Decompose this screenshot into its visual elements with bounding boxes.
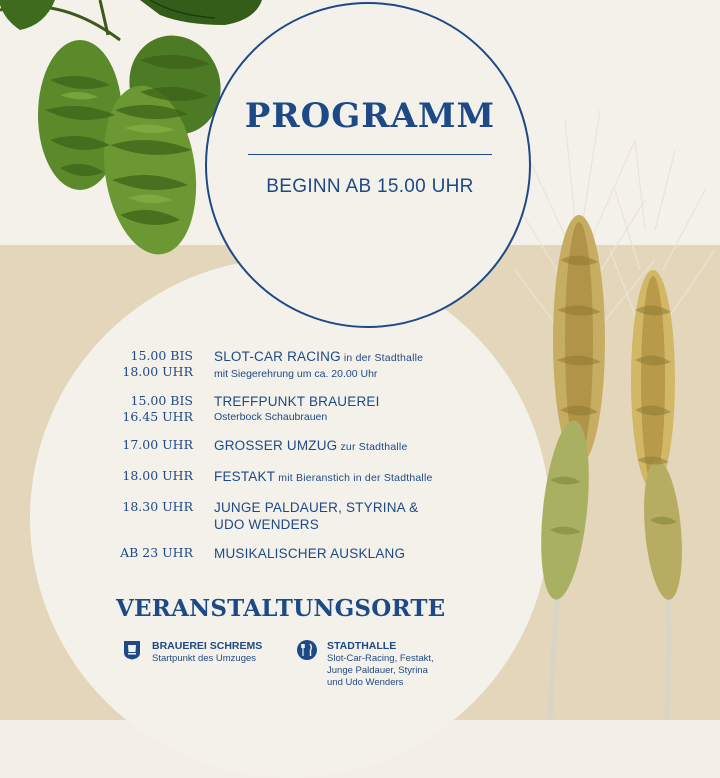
header-circle xyxy=(205,2,531,328)
event-detail: Osterbock Schaubrauen xyxy=(214,411,328,423)
event-title-line xyxy=(214,348,480,367)
schedule-time xyxy=(100,437,214,453)
brewery-icon xyxy=(122,640,142,660)
schedule-time xyxy=(100,468,214,484)
start-time-subtitle: BEGINN AB 15.00 UHR xyxy=(266,176,474,197)
schedule-time xyxy=(100,545,214,561)
schedule-description xyxy=(214,437,480,456)
schedule-row-paldauer xyxy=(100,499,480,533)
event-location: mit Bieranstich in der Stadthalle xyxy=(275,472,433,484)
venue-detail: Junge Paldauer, Styrina xyxy=(327,665,428,676)
schedule-description xyxy=(214,499,480,533)
event-title: TREFFPUNKT BRAUEREI xyxy=(214,394,380,409)
event-title: SLOT-CAR RACING xyxy=(214,349,341,364)
event-location: in der Stadthalle xyxy=(340,352,424,364)
venues-title: VERANSTALTUNGSORTE xyxy=(116,595,446,622)
venue-detail: und Udo Wenders xyxy=(327,677,404,688)
time-line: 15.00 BIS xyxy=(130,393,193,408)
venue-detail: Startpunkt des Umzuges xyxy=(152,653,257,664)
time-line: 16.45 UHR xyxy=(122,409,193,424)
schedule-description xyxy=(214,393,480,424)
program-schedule xyxy=(100,348,480,574)
schedule-description xyxy=(214,545,480,562)
venue-name: BRAUEREI SCHREMS xyxy=(152,640,263,652)
event-title: JUNGE PALDAUER, STYRINA & xyxy=(214,500,419,515)
time-line: AB 23 UHR xyxy=(120,545,193,560)
venue-text xyxy=(327,640,434,689)
event-title: FESTAKT xyxy=(214,469,276,484)
wheat-illustration xyxy=(505,110,720,720)
schedule-row-festakt xyxy=(100,468,480,487)
schedule-description xyxy=(214,348,480,381)
schedule-row-ausklang xyxy=(100,545,480,562)
title-divider xyxy=(248,154,492,155)
time-line: 18.00 UHR xyxy=(122,468,193,483)
stadthalle-icon xyxy=(297,640,317,660)
venue-name: STADTHALLE xyxy=(327,640,397,652)
venue-brauerei-schrems xyxy=(122,640,262,665)
time-line: 15.00 BIS xyxy=(130,348,193,363)
schedule-description xyxy=(214,468,480,487)
event-detail: mit Siegerehrung um ca. 20.00 Uhr xyxy=(214,368,378,380)
event-title-line xyxy=(214,437,480,456)
schedule-row-slot-car xyxy=(100,348,480,381)
schedule-time xyxy=(100,499,214,515)
venue-stadthalle xyxy=(297,640,434,689)
event-title-line xyxy=(214,468,480,487)
event-location: zur Stadthalle xyxy=(337,441,408,453)
schedule-row-brauerei xyxy=(100,393,480,425)
venue-detail: Slot-Car-Racing, Festakt, xyxy=(327,653,434,664)
time-line: 18.00 UHR xyxy=(122,364,193,379)
event-title: GROSSER UMZUG xyxy=(214,438,338,453)
venue-text xyxy=(152,640,262,665)
time-line: 17.00 UHR xyxy=(122,437,193,452)
event-title: MUSIKALISCHER AUSKLANG xyxy=(214,546,406,561)
event-title-continued: UDO WENDERS xyxy=(214,517,319,532)
time-line: 18.30 UHR xyxy=(122,499,193,514)
schedule-row-umzug xyxy=(100,437,480,456)
schedule-time xyxy=(100,393,214,425)
page-title: PROGRAMM xyxy=(244,96,496,136)
schedule-time xyxy=(100,348,214,380)
